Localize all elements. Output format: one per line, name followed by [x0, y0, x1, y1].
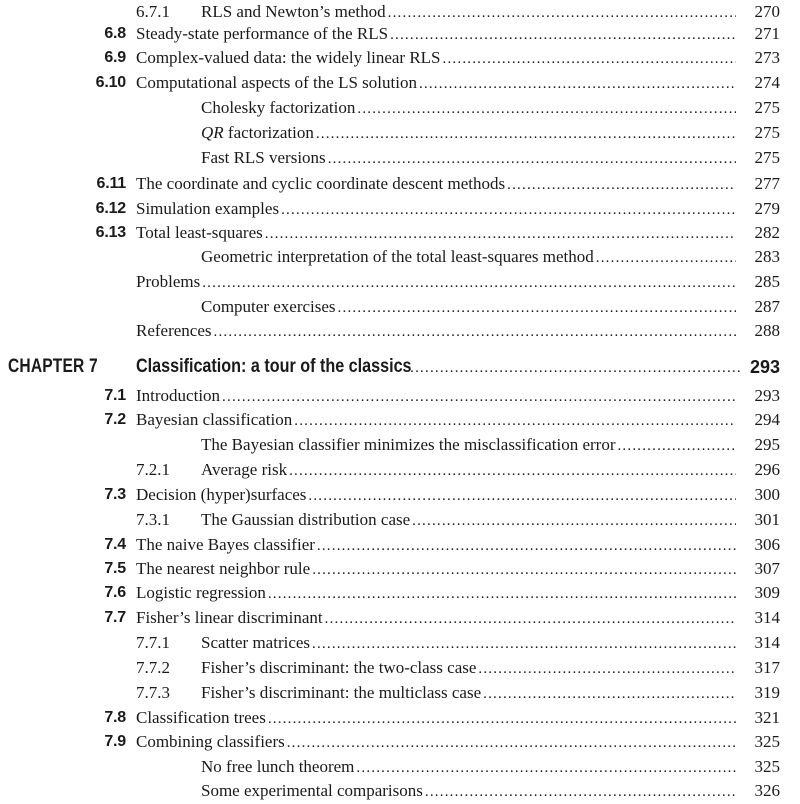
entry-number: 7.7.3: [136, 683, 170, 702]
dot-leader: [357, 97, 736, 121]
entry-page-number: 300: [754, 485, 780, 504]
dot-leader: [390, 23, 736, 47]
dot-leader: [312, 558, 736, 582]
entry-number: 7.8: [104, 709, 126, 726]
dot-leader: [443, 47, 736, 71]
dot-leader: [328, 147, 736, 171]
dot-leader: [317, 534, 736, 558]
toc-entry: [0, 483, 800, 507]
entry-number: 7.7.2: [136, 658, 170, 677]
entry-number: 6.13: [95, 224, 126, 241]
entry-title: Combining classifiers: [136, 732, 285, 751]
toc-entry: [0, 71, 800, 95]
dot-leader: [419, 72, 736, 96]
dot-leader: [202, 271, 736, 295]
entry-page-number: 317: [754, 658, 780, 677]
dot-leader: [338, 296, 736, 320]
toc-entry: [0, 681, 800, 705]
toc-entry: [0, 295, 800, 319]
entry-title-line: [136, 71, 736, 96]
entry-title-math: QR: [201, 123, 224, 142]
dot-leader: [294, 409, 736, 433]
entry-title-line: [201, 458, 736, 483]
toc-entry: [0, 146, 800, 170]
entry-title: Computational aspects of the LS solution: [136, 73, 417, 92]
entry-title: Complex-valued data: the widely linear RLS: [136, 48, 441, 67]
entry-page-number: 287: [754, 297, 780, 316]
entry-page-number: 307: [754, 559, 780, 578]
toc-entry: [0, 533, 800, 557]
entry-number: 7.2: [104, 411, 126, 428]
entry-title-line: [136, 319, 736, 344]
entry-page-number: 270: [754, 2, 780, 21]
entry-title: The coordinate and cyclic coordinate descent methods: [136, 174, 506, 193]
entry-page-number: 282: [754, 223, 780, 242]
toc-entry: [0, 581, 800, 605]
entry-title-line: [136, 533, 736, 558]
entry-page-number: 314: [754, 608, 780, 627]
entry-title: The naive Bayes classifier: [136, 535, 315, 554]
chapter-number: CHAPTER 7: [8, 356, 98, 377]
entry-title-line: [136, 172, 736, 197]
entry-title-line: [136, 221, 736, 246]
dot-leader: [617, 434, 736, 458]
entry-page-number: 279: [754, 199, 780, 218]
entry-title: Average risk: [201, 460, 288, 479]
entry-title: Scatter matrices: [201, 633, 311, 652]
entry-title: Steady-state performance of the RLS: [136, 24, 389, 43]
entry-page-number: 326: [754, 781, 780, 800]
toc-entry: [0, 656, 800, 680]
entry-page-number: 314: [754, 633, 780, 652]
entry-title-line: [201, 433, 736, 458]
entry-title: No free lunch theorem: [201, 757, 355, 776]
entry-title: Fast RLS versions: [201, 148, 326, 167]
entry-title: Fisher’s discriminant: the two-class case: [201, 658, 477, 677]
entry-title: Cholesky factorization: [201, 98, 356, 117]
dot-leader: [289, 459, 736, 483]
toc-entry: [0, 319, 800, 343]
entry-title: Fisher’s linear discriminant: [136, 608, 323, 627]
entry-number: 7.5: [104, 560, 126, 577]
entry-title: RLS and Newton’s method: [201, 2, 386, 21]
entry-number: 6.8: [104, 25, 126, 42]
toc-entry: [0, 384, 800, 408]
entry-title-text: factorization: [223, 123, 314, 142]
entry-page-number: 309: [754, 583, 780, 602]
entry-title-line: [136, 270, 736, 295]
entry-title-line: [136, 706, 736, 731]
toc-entry: [0, 172, 800, 196]
entry-title-line: [201, 779, 736, 804]
entry-number: 6.9: [104, 49, 126, 66]
toc-entry: [0, 508, 800, 532]
dot-leader: [268, 582, 736, 606]
entry-title: Classification trees: [136, 708, 266, 727]
dot-leader: [265, 222, 736, 246]
entry-title-line: [201, 121, 736, 146]
entry-page-number: 319: [754, 683, 780, 702]
entry-page-number: 288: [754, 321, 780, 340]
entry-title-line: [201, 681, 736, 706]
entry-title-line: [136, 483, 736, 508]
dot-leader: [268, 707, 736, 731]
entry-title: Introduction: [136, 386, 221, 405]
entry-title-line: [201, 755, 736, 780]
entry-page-number: 275: [754, 148, 780, 167]
toc-entry: [0, 606, 800, 630]
toc-entry: [0, 0, 800, 24]
entry-title-line: [201, 656, 736, 681]
entry-number: 7.3.1: [136, 510, 170, 529]
dot-leader: [507, 173, 736, 197]
entry-page-number: 273: [754, 48, 780, 67]
entry-page-number: 325: [754, 732, 780, 751]
toc-entry: [0, 557, 800, 581]
toc-entry: [0, 197, 800, 221]
entry-page-number: 274: [754, 73, 780, 92]
entry-page-number: 294: [754, 410, 780, 429]
dot-leader: [287, 731, 736, 755]
entry-title: The Gaussian distribution case: [201, 510, 411, 529]
entry-title: Geometric interpretation of the total least-squares method: [201, 247, 594, 266]
entry-title-line: [136, 384, 736, 409]
entry-title: Bayesian classification: [136, 410, 293, 429]
toc-entry: [0, 458, 800, 482]
toc-entry: [0, 270, 800, 294]
entry-title: [201, 121, 316, 145]
toc-entry: [0, 433, 800, 457]
dot-leader: [483, 682, 736, 706]
toc-entry: [0, 706, 800, 730]
dot-leader: [412, 509, 736, 533]
entry-page-number: 295: [754, 435, 780, 454]
entry-title-line: [136, 22, 736, 47]
entry-title: Simulation examples: [136, 199, 280, 218]
entry-title-line: [201, 245, 736, 270]
entry-page-number: 296: [754, 460, 780, 479]
dot-leader: [308, 484, 736, 508]
toc-entry: [0, 22, 800, 46]
entry-number: 7.9: [104, 733, 126, 750]
entry-page-number: 321: [754, 708, 780, 727]
entry-title-line: [136, 197, 736, 222]
dot-leader: [312, 632, 736, 656]
dot-leader: [425, 780, 736, 804]
dot-leader: [325, 607, 736, 631]
entry-title: The Bayesian classifier minimizes the misclassification error: [201, 435, 616, 454]
entry-title: Some experimental comparisons: [201, 781, 423, 800]
entry-number: 7.7.1: [136, 633, 170, 652]
entry-page-number: 271: [754, 24, 780, 43]
toc-entry: [0, 46, 800, 70]
entry-title-line: [201, 96, 736, 121]
toc-entry: [0, 96, 800, 120]
toc-entry: [0, 221, 800, 245]
dot-leader: [316, 122, 736, 146]
entry-title: The nearest neighbor rule: [136, 559, 311, 578]
entry-title-line: [136, 581, 736, 606]
dot-leader: [596, 246, 736, 270]
entry-number: 7.1: [104, 387, 126, 404]
dot-leader: [222, 385, 736, 409]
dot-leader: [214, 320, 736, 344]
toc-chapter-entry: [0, 352, 800, 382]
chapter-title: Classification: a tour of the classics: [136, 356, 412, 377]
entry-number: 6.12: [95, 200, 126, 217]
entry-title-line: [136, 557, 736, 582]
entry-number: 7.3: [104, 486, 126, 503]
entry-number: 6.11: [96, 175, 126, 192]
entry-page-number: 283: [754, 247, 780, 266]
dot-leader: [410, 353, 740, 383]
entry-number: 6.7.1: [136, 2, 170, 21]
toc-entry: [0, 755, 800, 779]
entry-page-number: 293: [754, 386, 780, 405]
entry-title: Fisher’s discriminant: the multiclass case: [201, 683, 482, 702]
entry-title: References: [136, 321, 212, 340]
entry-number: 7.2.1: [136, 460, 170, 479]
toc-entry: [0, 730, 800, 754]
dot-leader: [478, 657, 736, 681]
entry-title: Computer exercises: [201, 297, 336, 316]
entry-title-line: [201, 631, 736, 656]
entry-page-number: 301: [754, 510, 780, 529]
dot-leader: [356, 756, 736, 780]
toc-entry: [0, 631, 800, 655]
entry-number: 7.7: [104, 609, 126, 626]
entry-number: 7.4: [104, 536, 126, 553]
entry-title-line: [136, 606, 736, 631]
entry-title-line: [201, 146, 736, 171]
entry-page-number: 325: [754, 757, 780, 776]
entry-title-line: [136, 730, 736, 755]
entry-title: Decision (hyper)surfaces: [136, 485, 307, 504]
entry-title: Logistic regression: [136, 583, 266, 602]
entry-page-number: 275: [754, 98, 780, 117]
entry-page-number: 275: [754, 123, 780, 142]
chapter-page-number: 293: [749, 357, 780, 377]
entry-title-line: [201, 295, 736, 320]
toc-entry: [0, 408, 800, 432]
toc-entry: [0, 245, 800, 269]
entry-title: Total least-squares: [136, 223, 263, 242]
dot-leader: [281, 198, 736, 222]
toc-entry: [0, 121, 800, 145]
toc-entry: [0, 779, 800, 803]
entry-page-number: 285: [754, 272, 780, 291]
entry-title: Problems: [136, 272, 201, 291]
entry-title-line: [201, 508, 736, 533]
entry-page-number: 277: [754, 174, 780, 193]
entry-number: 7.6: [104, 584, 126, 601]
entry-title-line: [136, 46, 736, 71]
entry-page-number: 306: [754, 535, 780, 554]
chapter-title-line: [136, 352, 740, 383]
entry-title-line: [136, 408, 736, 433]
entry-number: 6.10: [95, 74, 126, 91]
